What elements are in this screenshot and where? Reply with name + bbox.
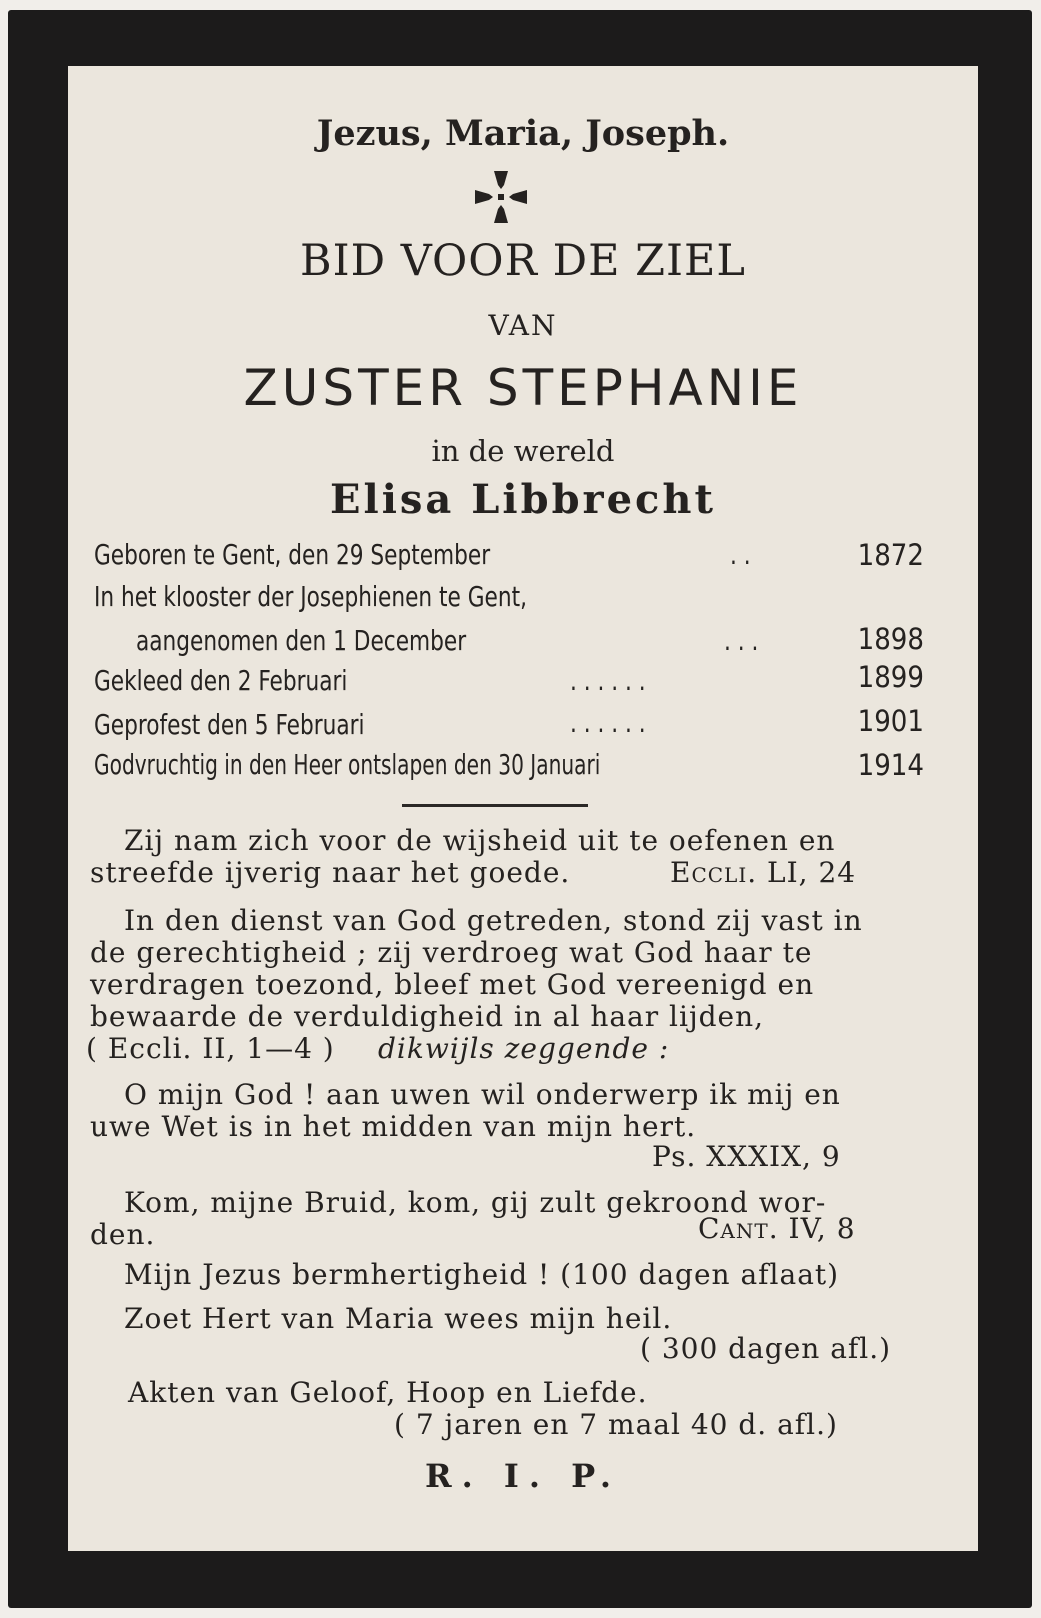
verse-reference: Cant. IV, 8 [698,1212,856,1245]
mourning-card-border [8,10,1032,1608]
indulgence-note: ( 300 dagen afl.) [640,1332,892,1365]
divider [402,804,588,807]
verse-line: bewaarde de verduldigheid in al haar lijden, [90,1000,765,1033]
verse-line: Mijn Jezus bermhertigheid ! (100 dagen aflaat) [124,1258,840,1291]
verse-line: O mijn God ! aan uwen wil onderwerp ik mij en [124,1078,841,1111]
verse-reference: ( Eccli. II, 1—4 ) [86,1032,335,1065]
verse-line: Zij nam zich voor de wijsheid uit te oefenen en [124,824,836,857]
date-line: Geprofest den 5 Februari [94,708,365,741]
indulgence-note: ( 7 jaren en 7 maal 40 d. afl.) [394,1408,838,1441]
birth-name: Elisa Libbrecht [330,476,716,523]
cross-icon [473,169,529,225]
date-dots: . . [730,538,751,571]
in-de-wereld-label: in de wereld [431,434,615,468]
date-year: 1872 [857,538,924,572]
date-year: 1899 [857,660,924,694]
verse-line: dikwijls zeggende : [378,1032,670,1065]
verse-line: de gerechtigheid ; zij verdroeg wat God haar te [90,936,813,969]
verse-line: Kom, mijne Bruid, kom, gij zult gekroond wor- [124,1186,827,1219]
van-label: VAN [488,309,558,342]
religious-name: ZUSTER STEPHANIE [243,359,803,417]
date-year: 1901 [857,704,924,738]
memorial-card [68,66,978,1551]
rip-footer: R. I. P. [424,1457,622,1495]
verse-reference: Ps. XXXIX, 9 [652,1140,841,1173]
verse-line: Akten van Geloof, Hoop en Liefde. [128,1376,648,1409]
verse-line: uwe Wet is in het midden van mijn hert. [90,1110,697,1143]
date-line: In het klooster der Josephienen te Gent, [94,580,527,613]
verse-line: den. [90,1218,156,1251]
verse-line: Zoet Hert van Maria wees mijn heil. [124,1302,673,1335]
date-line: Gekleed den 2 Februari [94,664,348,697]
date-dots: . . . . . . [570,664,646,697]
date-line: Godvruchtig in den Heer ontslapen den 30 Januari [94,748,601,781]
verse-reference: Eccli. LI, 24 [670,856,857,889]
date-year: 1914 [857,748,924,782]
date-line: aangenomen den 1 December [136,624,467,657]
date-dots: . . . [724,624,759,657]
verse-line: streefde ijverig naar het goede. [90,856,571,889]
verse-line: In den dienst van God getreden, stond zij vast in [124,904,863,937]
invocation: Jezus, Maria, Joseph. [316,113,730,154]
date-year: 1898 [857,622,924,656]
date-dots: . . . . . . [570,706,646,739]
verse-line: verdragen toezond, bleef met God vereenigd en [90,968,815,1001]
prayer-heading: BID VOOR DE ZIEL [300,236,746,286]
date-line: Geboren te Gent, den 29 September [94,538,491,571]
